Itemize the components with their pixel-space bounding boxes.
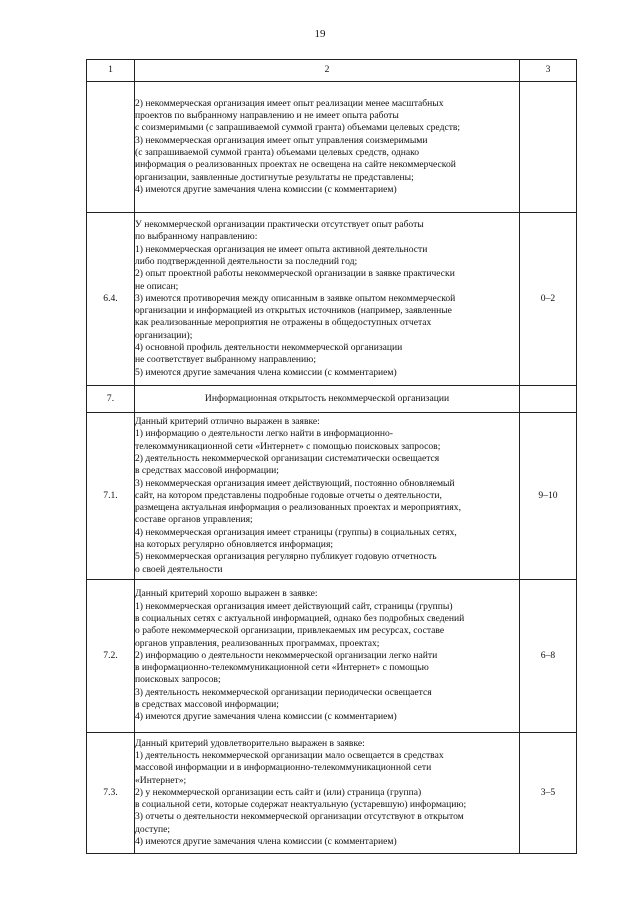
criterion-line: 1) некоммерческая организация имеет действующий сайт, страницы (группы) bbox=[135, 600, 453, 612]
criterion-line: о своей деятельности bbox=[135, 563, 223, 575]
row-score: 0–2 bbox=[520, 213, 577, 386]
row-number: 7.3. bbox=[87, 733, 135, 854]
column-header-score: 3 bbox=[520, 60, 577, 82]
criterion-line: в средствах массовой информации; bbox=[135, 465, 279, 477]
criterion-line: 3) деятельность некоммерческой организации периодически освещается bbox=[135, 686, 432, 698]
table-row bbox=[87, 82, 577, 213]
row-score bbox=[520, 82, 577, 213]
criterion-line: информация о реализованных проектах не освещена на сайте некоммерческой bbox=[135, 159, 456, 171]
row-number: 6.4. bbox=[87, 213, 135, 386]
row-criterion-text bbox=[135, 733, 520, 854]
row-criterion-text bbox=[135, 580, 520, 733]
criterion-line: проектов по выбранному направлению и не имеет опыта работы bbox=[135, 110, 399, 122]
column-header-criterion: 2 bbox=[135, 60, 520, 82]
criterion-line: органов управления, реализованных программах, проектах; bbox=[135, 637, 380, 649]
row-number: 7.2. bbox=[87, 580, 135, 733]
row-criterion-text bbox=[135, 213, 520, 386]
column-header-number: 1 bbox=[87, 60, 135, 82]
table-row bbox=[87, 413, 577, 580]
criterion-line: в социальных сетях с актуальной информацией, однако без подробных сведений bbox=[135, 612, 465, 624]
criterion-line: 4) имеются другие замечания члена комиссии (с комментарием) bbox=[135, 836, 397, 848]
criterion-line: (с запрашиваемой суммой гранта) объемами целевых средств, однако bbox=[135, 147, 420, 158]
criterion-line: «Интернет»; bbox=[135, 774, 187, 786]
row-score: 9–10 bbox=[520, 413, 577, 580]
criterion-line: 2) деятельность некоммерческой организации систематически освещается bbox=[135, 452, 440, 464]
criterion-line: Данный критерий удовлетворительно выражен в заявке: bbox=[135, 737, 365, 749]
row-score: 3–5 bbox=[520, 733, 577, 854]
section-title: Информационная открытость некоммерческой организации bbox=[135, 386, 520, 413]
section-number: 7. bbox=[87, 386, 135, 413]
criterion-line: 3) имеются противоречия между описанным в заявке опытом некоммерческой bbox=[135, 292, 456, 304]
criterion-line: по выбранному направлению: bbox=[135, 231, 258, 243]
criterion-line: о работе некоммерческой организации, привлекаемых им ресурсах, составе bbox=[135, 625, 445, 637]
criterion-line: в социальной сети, которые содержат неактуальную (устаревшую) информацию; bbox=[135, 799, 467, 811]
row-score: 6–8 bbox=[520, 580, 577, 733]
criterion-line: 3) некоммерческая организация имеет действующий, постоянно обновляемый bbox=[135, 477, 455, 489]
table-row bbox=[87, 733, 577, 854]
criterion-line: 2) некоммерческая организация имеет опыт реализации менее масштабных bbox=[135, 97, 444, 109]
criterion-line: 2) информацию о деятельности некоммерческой организации легко найти bbox=[135, 649, 438, 661]
criterion-line: 5) некоммерческая организация регулярно публикует годовую отчетность bbox=[135, 551, 437, 563]
criterion-line: с соизмеримыми (с запрашиваемой суммой гранта) объемами целевых средств; bbox=[135, 122, 461, 134]
criterion-line: сайт, на котором представлены подробные годовые отчеты о деятельности, bbox=[135, 489, 442, 501]
table-row bbox=[87, 213, 577, 386]
criterion-line: 3) отчеты о деятельности некоммерческой организации отсутствуют в открытом bbox=[135, 811, 464, 823]
row-number bbox=[87, 82, 135, 213]
section-score-empty bbox=[520, 386, 577, 413]
criterion-line: 1) некоммерческая организация не имеет опыта активной деятельности bbox=[135, 243, 428, 255]
table-header-row bbox=[87, 60, 577, 82]
criterion-line: доступе; bbox=[135, 823, 171, 835]
criterion-line: размещена актуальная информация о реализованных проектах и мероприятиях, bbox=[135, 502, 461, 514]
criterion-line: 1) деятельность некоммерческой организации мало освещается в средствах bbox=[135, 749, 444, 761]
criterion-line: Данный критерий отлично выражен в заявке: bbox=[135, 416, 320, 428]
criterion-line: телекоммуникационной сети «Интернет» с помощью поисковых запросов; bbox=[135, 440, 441, 452]
criterion-line: 2) опыт проектной работы некоммерческой организации в заявке практически bbox=[135, 268, 455, 280]
row-criterion-text bbox=[135, 413, 520, 580]
table-row bbox=[87, 580, 577, 733]
criterion-line: 2) у некоммерческой организации есть сайт и (или) страница (группа) bbox=[135, 786, 422, 798]
criterion-line: поисковых запросов; bbox=[135, 674, 221, 686]
criterion-line: на которых регулярно обновляется информация; bbox=[135, 539, 334, 551]
criterion-line: 4) основной профиль деятельности некоммерческой организации bbox=[135, 342, 403, 354]
criteria-table bbox=[86, 59, 577, 854]
criterion-line: У некоммерческой организации практически отсутствует опыт работы bbox=[135, 219, 424, 231]
criterion-line: 3) некоммерческая организация имеет опыт управления соизмеримыми bbox=[135, 134, 428, 146]
criterion-line: не соответствует выбранному направлению; bbox=[135, 354, 316, 366]
criterion-line: 4) некоммерческая организация имеет страницы (группы) в социальных сетях, bbox=[135, 526, 457, 538]
criterion-line: как реализованные мероприятия не отражены в общедоступных отчетах bbox=[135, 317, 432, 329]
criterion-line: в информационно-телекоммуникационной сети «Интернет» с помощью bbox=[135, 662, 429, 674]
criterion-line: в средствах массовой информации; bbox=[135, 699, 279, 711]
criterion-line: 4) имеются другие замечания члена комиссии (с комментарием) bbox=[135, 183, 397, 195]
criterion-line: 4) имеются другие замечания члена комиссии (с комментарием) bbox=[135, 711, 397, 723]
criterion-line: Данный критерий хорошо выражен в заявке: bbox=[135, 588, 318, 600]
row-number: 7.1. bbox=[87, 413, 135, 580]
criterion-line: 1) информацию о деятельности легко найти в информационно- bbox=[135, 428, 393, 440]
criterion-line: организации и информацией из открытых источников (например, заявленные bbox=[135, 305, 452, 317]
section-row bbox=[87, 386, 577, 413]
criterion-line: составе органов управления; bbox=[135, 514, 253, 526]
criterion-line: организации, заявленные достигнутые результаты не представлены; bbox=[135, 171, 414, 183]
criterion-line: массовой информации и в информационно-телекоммуникационной сети bbox=[135, 762, 432, 774]
criterion-line: 5) имеются другие замечания члена комиссии (с комментарием) bbox=[135, 366, 397, 378]
row-criterion-text bbox=[135, 82, 520, 213]
page-number: 19 bbox=[314, 28, 326, 40]
criterion-line: не описан; bbox=[135, 280, 179, 292]
criterion-line: организации); bbox=[135, 329, 193, 341]
criterion-line: либо подтвержденной деятельности за последний год; bbox=[135, 255, 358, 267]
